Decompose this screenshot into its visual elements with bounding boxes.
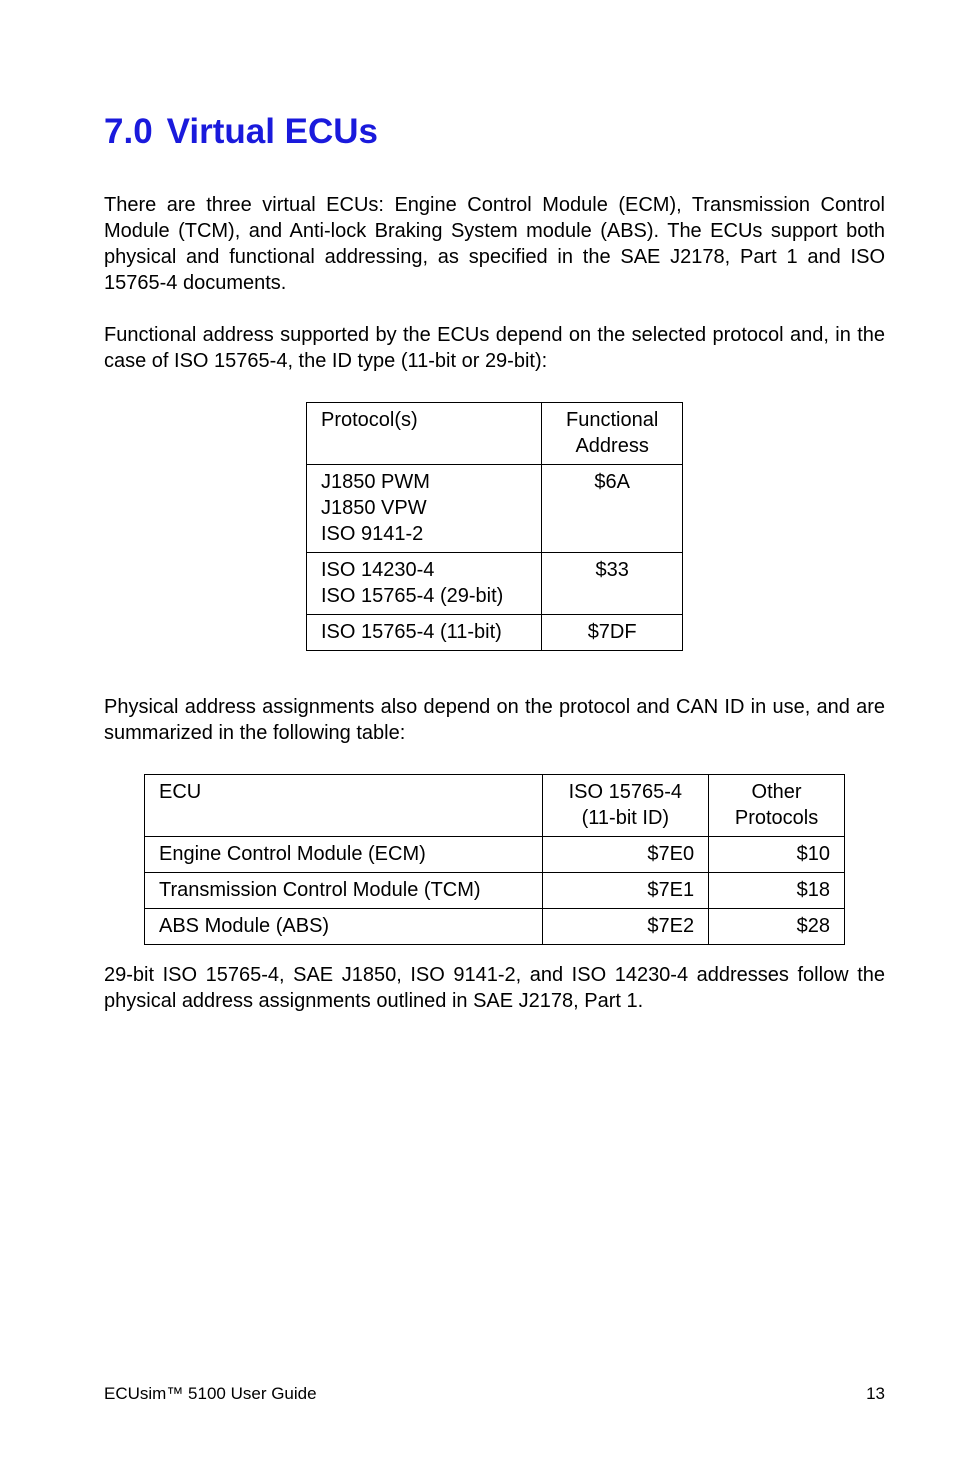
table-row	[307, 615, 683, 651]
closing-paragraph: 29-bit ISO 15765-4, SAE J1850, ISO 9141-2, and ISO 14230-4 addresses follow the physical address assignments outlined in SAE J2178, Part 1.	[104, 964, 885, 1012]
functional-address-header: Functional Address	[542, 403, 683, 465]
section-heading	[104, 112, 378, 152]
footer-guide-title: ECUsim™ 5100 User Guide	[104, 1384, 317, 1403]
ecu-cell: Engine Control Module (ECM)	[145, 837, 543, 873]
table-row	[307, 553, 683, 615]
table-header-row	[307, 403, 683, 465]
address-cell: $33	[542, 553, 683, 615]
ecu-header: ECU	[145, 775, 543, 837]
protocols-cell: J1850 PWM J1850 VPW ISO 9141-2	[307, 465, 542, 553]
iso-address-cell: $7E1	[542, 873, 709, 909]
table-row	[145, 837, 845, 873]
table-header-row	[145, 775, 845, 837]
other-address-cell: $10	[709, 837, 845, 873]
section-title: Virtual ECUs	[166, 112, 379, 151]
iso-address-cell: $7E2	[542, 909, 709, 945]
other-protocols-header: Other Protocols	[709, 775, 845, 837]
section-number: 7.0	[104, 112, 153, 151]
functional-address-paragraph: Functional address supported by the ECUs depend on the selected protocol and, in the case of ISO 15765-4, the ID type (11-bit or 29-bit):	[104, 324, 885, 372]
protocols-cell: ISO 14230-4 ISO 15765-4 (29-bit)	[307, 553, 542, 615]
table-row	[145, 873, 845, 909]
protocols-header: Protocol(s)	[307, 403, 542, 465]
iso-address-cell: $7E0	[542, 837, 709, 873]
physical-address-table	[144, 774, 845, 945]
table-row	[307, 465, 683, 553]
other-address-cell: $28	[709, 909, 845, 945]
physical-address-paragraph: Physical address assignments also depend on the protocol and CAN ID in use, and are summarized in the following table:	[104, 696, 885, 744]
intro-paragraph: There are three virtual ECUs: Engine Control Module (ECM), Transmission Control Module (TCM), and Anti-lock Braking System module (ABS). The ECUs support both physical and functional addressing, as specified in the SAE J2178, Part 1 and ISO 15765-4 documents.	[104, 194, 885, 294]
ecu-cell: ABS Module (ABS)	[145, 909, 543, 945]
iso-15765-header: ISO 15765-4 (11-bit ID)	[542, 775, 709, 837]
protocols-cell: ISO 15765-4 (11-bit)	[307, 615, 542, 651]
other-address-cell: $18	[709, 873, 845, 909]
address-cell: $6A	[542, 465, 683, 553]
address-cell: $7DF	[542, 615, 683, 651]
table-row	[145, 909, 845, 945]
functional-address-table	[306, 402, 683, 651]
page-number: 13	[866, 1384, 885, 1403]
ecu-cell: Transmission Control Module (TCM)	[145, 873, 543, 909]
